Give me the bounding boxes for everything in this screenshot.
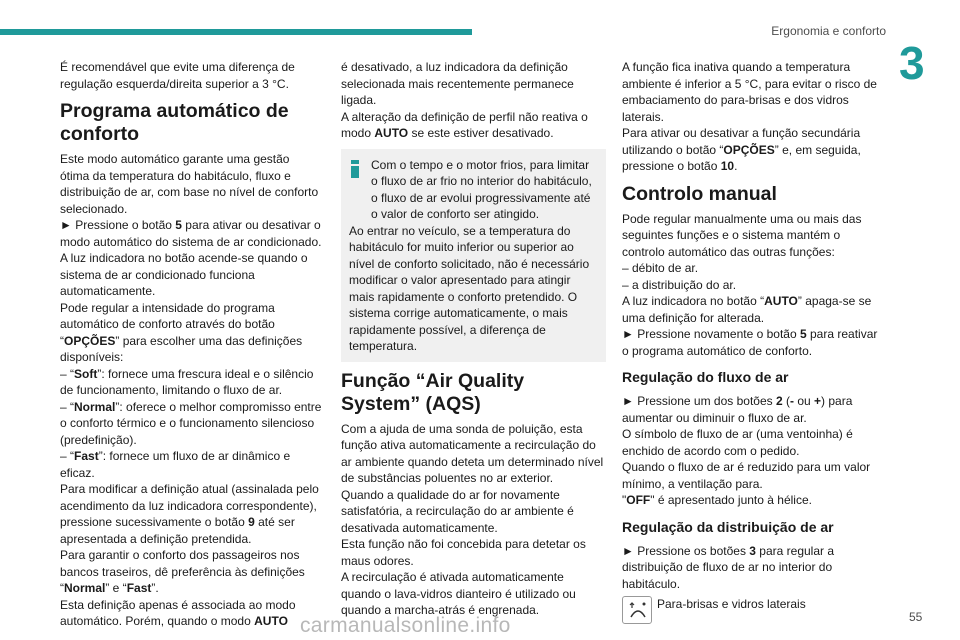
paragraph: Este modo automático garante uma gestão ótima da temperatura do habitáculo, fluxo e distribuição de ar, com base no nível de conforto selecionado.: [60, 152, 319, 216]
paragraph: A luz indicadora no botão acende-se quando o sistema de ar condicionado funciona automaticamente.: [60, 251, 308, 298]
heading-air-distribution: Regulação da distribuição de ar: [622, 518, 834, 535]
chapter-number: 3: [899, 37, 925, 89]
paragraph: É recomendável que evite uma diferença de regulação esquerda/direita superior a 3 °C.: [60, 60, 295, 91]
instruction: ► Pressione os botões 3 para regular a distribuição de fluxo de ar no interior do habitáculo.: [622, 543, 835, 591]
paragraph: Pode regular a intensidade do programa automático de conforto através do botão “OPÇÕES” para escolher uma das definições disponíveis:: [60, 300, 303, 364]
paragraph: O símbolo de fluxo de ar (uma ventoinha) é enchido de acordo com o pedido.: [622, 427, 853, 458]
heading-automatic-comfort: Programa automático de conforto: [60, 100, 289, 145]
windscreen-airflow-icon: [622, 596, 652, 624]
heading-manual-control: Controlo manual: [622, 182, 777, 205]
column-2: [341, 59, 606, 619]
header-accent-bar: [0, 29, 472, 35]
paragraph: Pode regular manualmente uma ou mais das seguintes funções e o sistema mantém o controlo automático das outras funções:: [622, 211, 862, 259]
info-icon: [351, 160, 359, 178]
paragraph: Para modificar a definição atual (assinalada pelo acendimento da luz indicadora correspondente), pressione sucessivamente o botão 9 até ser apresentada a definição pretendida.: [60, 482, 319, 546]
column-3: [622, 59, 884, 624]
info-box: [341, 149, 606, 362]
icon-label: Para-brisas e vidros laterais: [657, 597, 806, 611]
info-text: Com o tempo e o motor frios, para limitar o fluxo de ar frio no interior do habitáculo, o fluxo de ar evolui progressivamente até o valor de conforto ser atingido.: [371, 157, 592, 221]
watermark: carmanualsonline.info: [300, 614, 511, 637]
icon-legend-row: [622, 596, 884, 624]
info-text: Ao entrar no veículo, se a temperatura do habitáculo for muito inferior ou superior ao nível de conforto solicitado, não é necessário modificar o valor apresentado para atingir mais rapidamente o conforto pretendido. O sistema corrige automaticamente, o mais rapidamente possível, a diferença de temperatura.: [349, 223, 590, 353]
paragraph: A função fica inativa quando a temperatura ambiente é inferior a 5 °C, para evitar o risco de embaciamento do para-brisas e dos vidros laterais.: [622, 60, 877, 124]
list-item-normal: – “Normal”: oferece o melhor compromisso entre o conforto térmico e o funcionamento silencioso (predefinição).: [60, 399, 322, 447]
instruction: ► Pressione um dos botões 2 (- ou +) para aumentar ou diminuir o fluxo de ar.: [622, 394, 853, 425]
list-item-fast: – “Fast”: fornece um fluxo de ar dinâmico e eficaz.: [60, 449, 291, 480]
paragraph: Quando a qualidade do ar for novamente satisfatória, a recirculação do ar ambiente é desativada automaticamente.: [341, 487, 574, 535]
paragraph: "OFF" é apresentado junto à hélice.: [622, 493, 812, 507]
column-1: [60, 59, 322, 630]
list-item-soft: – “Soft”: fornece uma frescura ideal e o silêncio de funcionamento, limitando o fluxo de ar.: [60, 366, 314, 397]
chapter-title: Ergonomia e conforto: [771, 24, 886, 38]
paragraph: é desativado, a luz indicadora da definição selecionada mais recentemente permanece ligada.: [341, 60, 574, 107]
paragraph: Para garantir o conforto dos passageiros nos bancos traseiros, dê preferência às definições “Normal” e “Fast”.: [60, 548, 305, 595]
instruction: ► Pressione novamente o botão 5 para reativar o programa automático de conforto.: [622, 327, 878, 358]
list-item: – débito de ar.: [622, 261, 699, 275]
paragraph: Esta definição apenas é associada ao modo automático. Porém, quando o modo AUTO: [60, 597, 296, 628]
heading-airflow: Regulação do fluxo de ar: [622, 369, 789, 385]
paragraph: A luz indicadora no botão “AUTO” apaga-se se uma definição for alterada.: [622, 294, 872, 325]
paragraph: Com a ajuda de uma sonda de poluição, esta função ativa automaticamente a recirculação do ar ambiente quando deteta um determinado nível de substâncias poluentes no ar exterior.: [341, 421, 604, 485]
paragraph: Para ativar ou desativar a função secundária utilizando o botão “OPÇÕES” e, em seguida, pressione o botão 10.: [622, 126, 861, 173]
paragraph: A recirculação é ativada automaticamente quando o lava-vidros dianteiro é utilizado ou quando a marcha-atrás é engrenada.: [341, 570, 576, 617]
paragraph: A alteração da definição de perfil não reativa o modo AUTO se este estiver desativado.: [341, 109, 588, 140]
list-item: – a distribuição do ar.: [622, 277, 737, 292]
heading-aqs: Função “Air Quality System” (AQS): [341, 369, 525, 415]
paragraph: Esta função não foi concebida para detetar os maus odores.: [341, 537, 586, 568]
page-number: 55: [909, 610, 923, 624]
instruction: ► Pressione o botão 5 para ativar ou desativar o modo automático do sistema de ar condicionado.: [60, 218, 322, 249]
paragraph: Quando o fluxo de ar é reduzido para um valor mínimo, a ventilação para.: [622, 460, 871, 491]
